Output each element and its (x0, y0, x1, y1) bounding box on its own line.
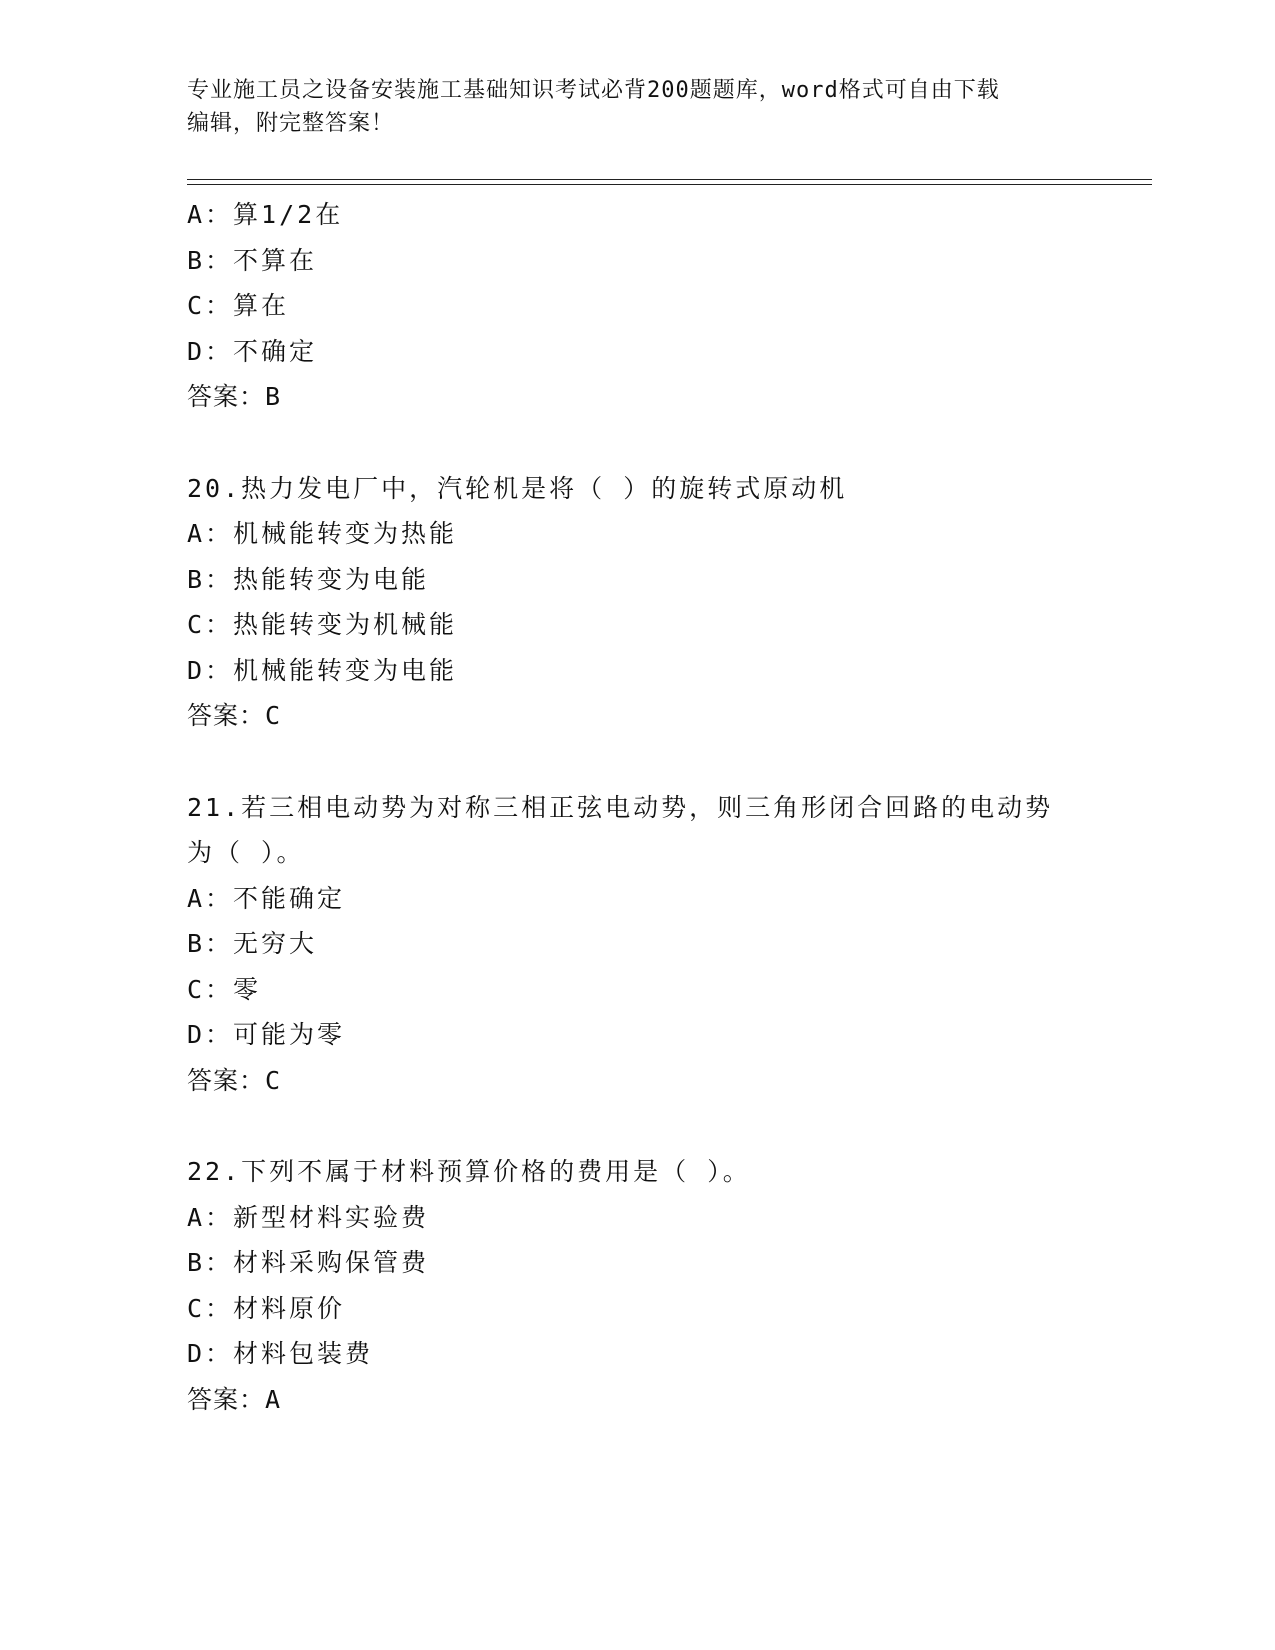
option-b: B：无穷大 (187, 929, 318, 958)
answer-line: 答案：B (187, 382, 282, 411)
question-stem: 20.热力发电厂中，汽轮机是将（ ）的旋转式原动机 (187, 473, 848, 503)
answer-line: 答案：A (187, 1384, 282, 1414)
header-divider-bottom (187, 184, 1152, 185)
option-c: C：热能转变为机械能 (187, 610, 458, 639)
option-c: C：材料原价 (187, 1293, 346, 1323)
option-d: D：机械能转变为电能 (187, 655, 458, 685)
option-a: A：不能确定 (187, 883, 346, 913)
question-block-19 (187, 192, 1087, 420)
answer-line: 答案：C (187, 701, 282, 730)
option-d: D：可能为零 (187, 1020, 346, 1049)
header-divider-top (187, 179, 1152, 180)
document-header (187, 74, 1087, 140)
option-d: D：不确定 (187, 336, 318, 366)
question-block-20 (187, 466, 1087, 739)
question-block-21 (187, 785, 1087, 1104)
option-b: B：不算在 (187, 245, 318, 275)
option-a: A：算1/2在 (187, 200, 344, 229)
header-line-1: 专业施工员之设备安装施工基础知识考试必背200题题库，word格式可自由下载 (187, 78, 1000, 103)
question-stem-continued: 为（ ）。 (187, 838, 305, 867)
question-stem: 22.下列不属于材料预算价格的费用是（ ）。 (187, 1157, 751, 1186)
answer-line: 答案：C (187, 1065, 282, 1095)
option-c: C：算在 (187, 291, 290, 320)
option-c: C：零 (187, 974, 262, 1004)
option-b: B：热能转变为电能 (187, 564, 430, 594)
header-line-2: 编辑，附完整答案！ (187, 111, 395, 136)
question-list (187, 192, 1087, 1422)
option-b: B：材料采购保管费 (187, 1248, 430, 1277)
question-block-22 (187, 1149, 1087, 1422)
option-d: D：材料包装费 (187, 1339, 374, 1368)
question-stem: 21.若三相电动势为对称三相正弦电动势，则三角形闭合回路的电动势 (187, 792, 1054, 822)
option-a: A：新型材料实验费 (187, 1202, 430, 1232)
option-a: A：机械能转变为热能 (187, 519, 458, 548)
